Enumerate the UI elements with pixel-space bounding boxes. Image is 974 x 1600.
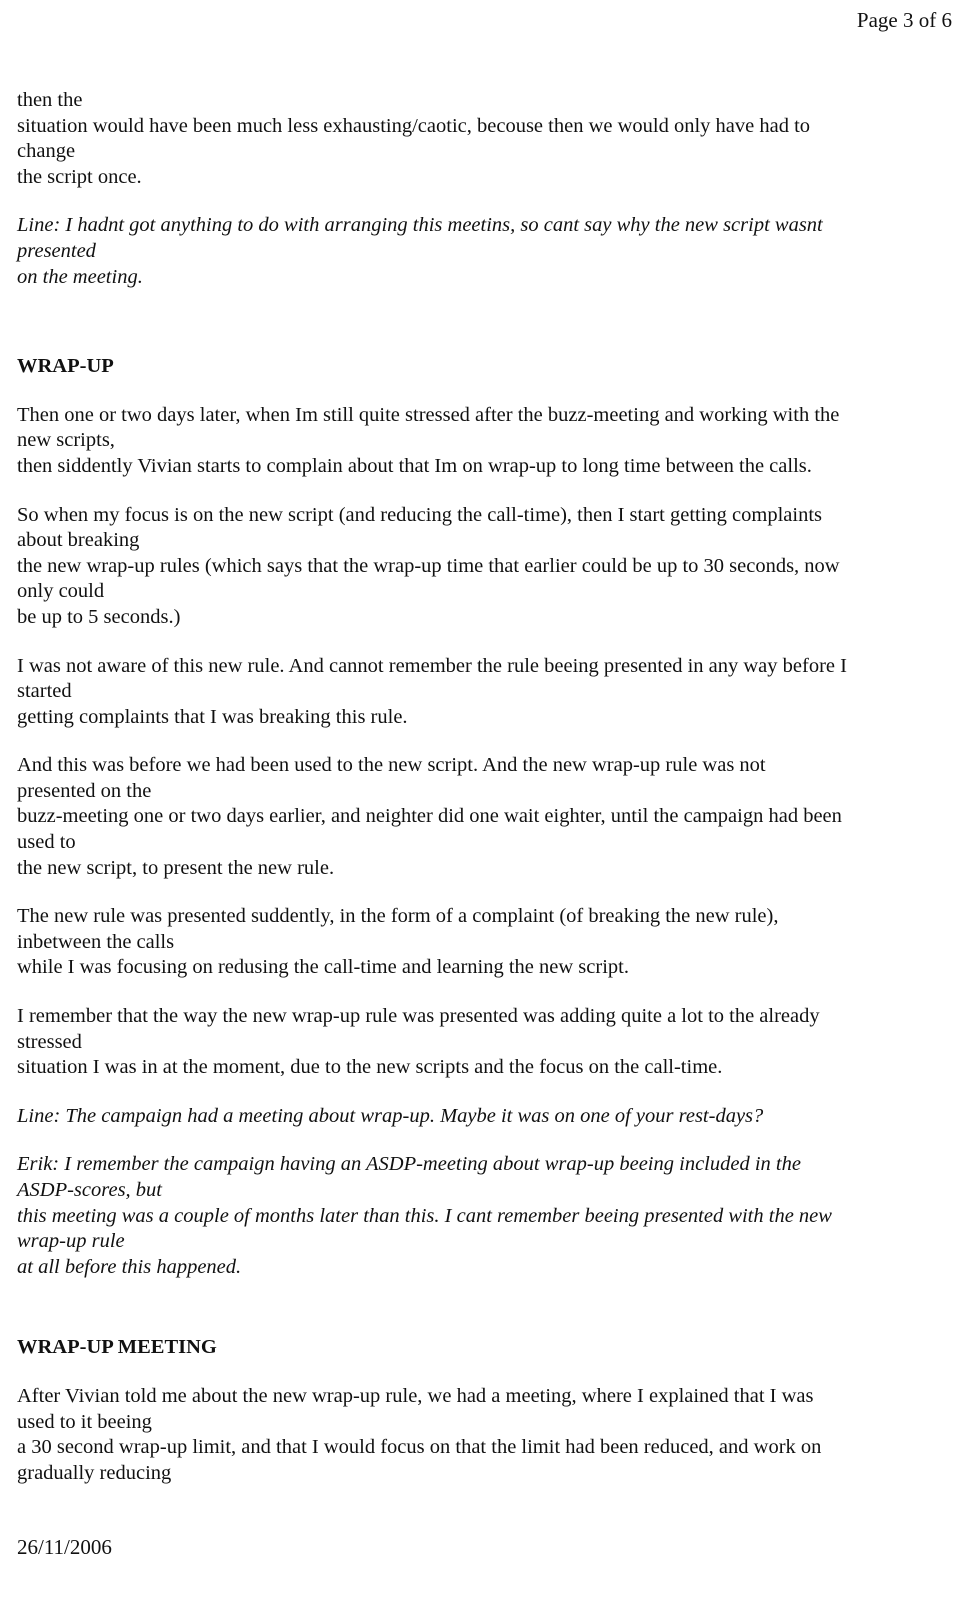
paragraph <box>17 753 957 881</box>
page-number: Page 3 of 6 <box>856 8 952 32</box>
text-line: wrap-up rule <box>17 1230 125 1253</box>
text-line: then siddently Vivian starts to complain about that Im on wrap-up to long time between the calls. <box>17 454 812 477</box>
text-line: situation I was in at the moment, due to the new scripts and the focus on the call-time. <box>17 1056 723 1079</box>
text-line: about breaking <box>17 529 140 552</box>
text-line: this meeting was a couple of months later than this. I cant remember beeing presented with the new <box>17 1204 832 1227</box>
text-line: situation would have been much less exhausting/caotic, becouse then we would only have had to <box>17 114 811 137</box>
paragraph <box>17 1004 957 1081</box>
text-line: the new script, to present the new rule. <box>17 856 335 879</box>
text-line: on the meeting. <box>17 265 143 288</box>
spacer <box>17 313 957 354</box>
text-line: the new wrap-up rules (which says that the wrap-up time that earlier could be up to 30 seconds, now <box>17 554 840 577</box>
section-heading: WRAP-UP <box>17 355 114 378</box>
text-line: inbetween the calls <box>17 930 175 953</box>
text-line: then the <box>17 89 83 111</box>
spacer <box>17 1303 957 1335</box>
footer-date: 26/11/2006 <box>17 1535 112 1559</box>
text-line: started <box>17 680 72 703</box>
text-line: gradually reducing <box>17 1461 172 1484</box>
text-line: And this was before we had been used to the new script. And the new wrap-up rule was not <box>17 754 766 777</box>
paragraph <box>17 904 957 981</box>
text-line: at all before this happened. <box>17 1255 242 1278</box>
text-line: The new rule was presented suddently, in the form of a complaint (of breaking the new rule), <box>17 905 779 928</box>
paragraph <box>17 1384 957 1486</box>
reply-paragraph <box>17 1104 957 1130</box>
paragraph <box>17 503 957 631</box>
reply-paragraph <box>17 213 957 290</box>
text-line: Line: The campaign had a meeting about wrap-up. Maybe it was on one of your rest-days? <box>17 1104 764 1127</box>
text-line: change <box>17 140 76 163</box>
text-line: the script once. <box>17 165 142 188</box>
text-line: Line: I hadnt got anything to do with arranging this meetins, so cant say why the new script wasnt <box>17 214 823 237</box>
text-line: while I was focusing on redusing the call-time and learning the new script. <box>17 956 629 979</box>
text-line: presented <box>17 239 96 262</box>
text-line: Erik: I remember the campaign having an ASDP-meeting about wrap-up beeing included in the <box>17 1153 801 1176</box>
text-line: be up to 5 seconds.) <box>17 605 181 628</box>
section-heading: WRAP-UP MEETING <box>17 1336 217 1359</box>
text-line: presented on the <box>17 779 152 802</box>
text-line: So when my focus is on the new script (and reducing the call-time), then I start getting complaints <box>17 503 822 526</box>
text-line: used to it beeing <box>17 1410 152 1433</box>
text-line: getting complaints that I was breaking this rule. <box>17 705 408 728</box>
paragraph <box>17 654 957 731</box>
paragraph <box>17 403 957 480</box>
text-line: After Vivian told me about the new wrap-up rule, we had a meeting, where I explained that I was <box>17 1384 814 1407</box>
text-line: only could <box>17 580 105 603</box>
text-line: buzz-meeting one or two days earlier, and neighter did one wait eighter, until the campaign had been <box>17 805 842 828</box>
text-line: new scripts, <box>17 429 115 452</box>
text-line: a 30 second wrap-up limit, and that I would focus on that the limit had been reduced, and work on <box>17 1436 822 1459</box>
text-line: used to <box>17 831 76 854</box>
text-line: ASDP-scores, but <box>17 1179 162 1201</box>
text-line: I was not aware of this new rule. And cannot remember the rule beeing presented in any way before I <box>17 654 847 677</box>
paragraph <box>17 88 957 190</box>
document-body <box>17 88 957 1509</box>
reply-paragraph <box>17 1152 957 1280</box>
text-line: Then one or two days later, when Im still quite stressed after the buzz-meeting and working with the <box>17 403 840 426</box>
text-line: I remember that the way the new wrap-up rule was presented was adding quite a lot to the already <box>17 1005 820 1028</box>
text-line: stressed <box>17 1030 82 1053</box>
